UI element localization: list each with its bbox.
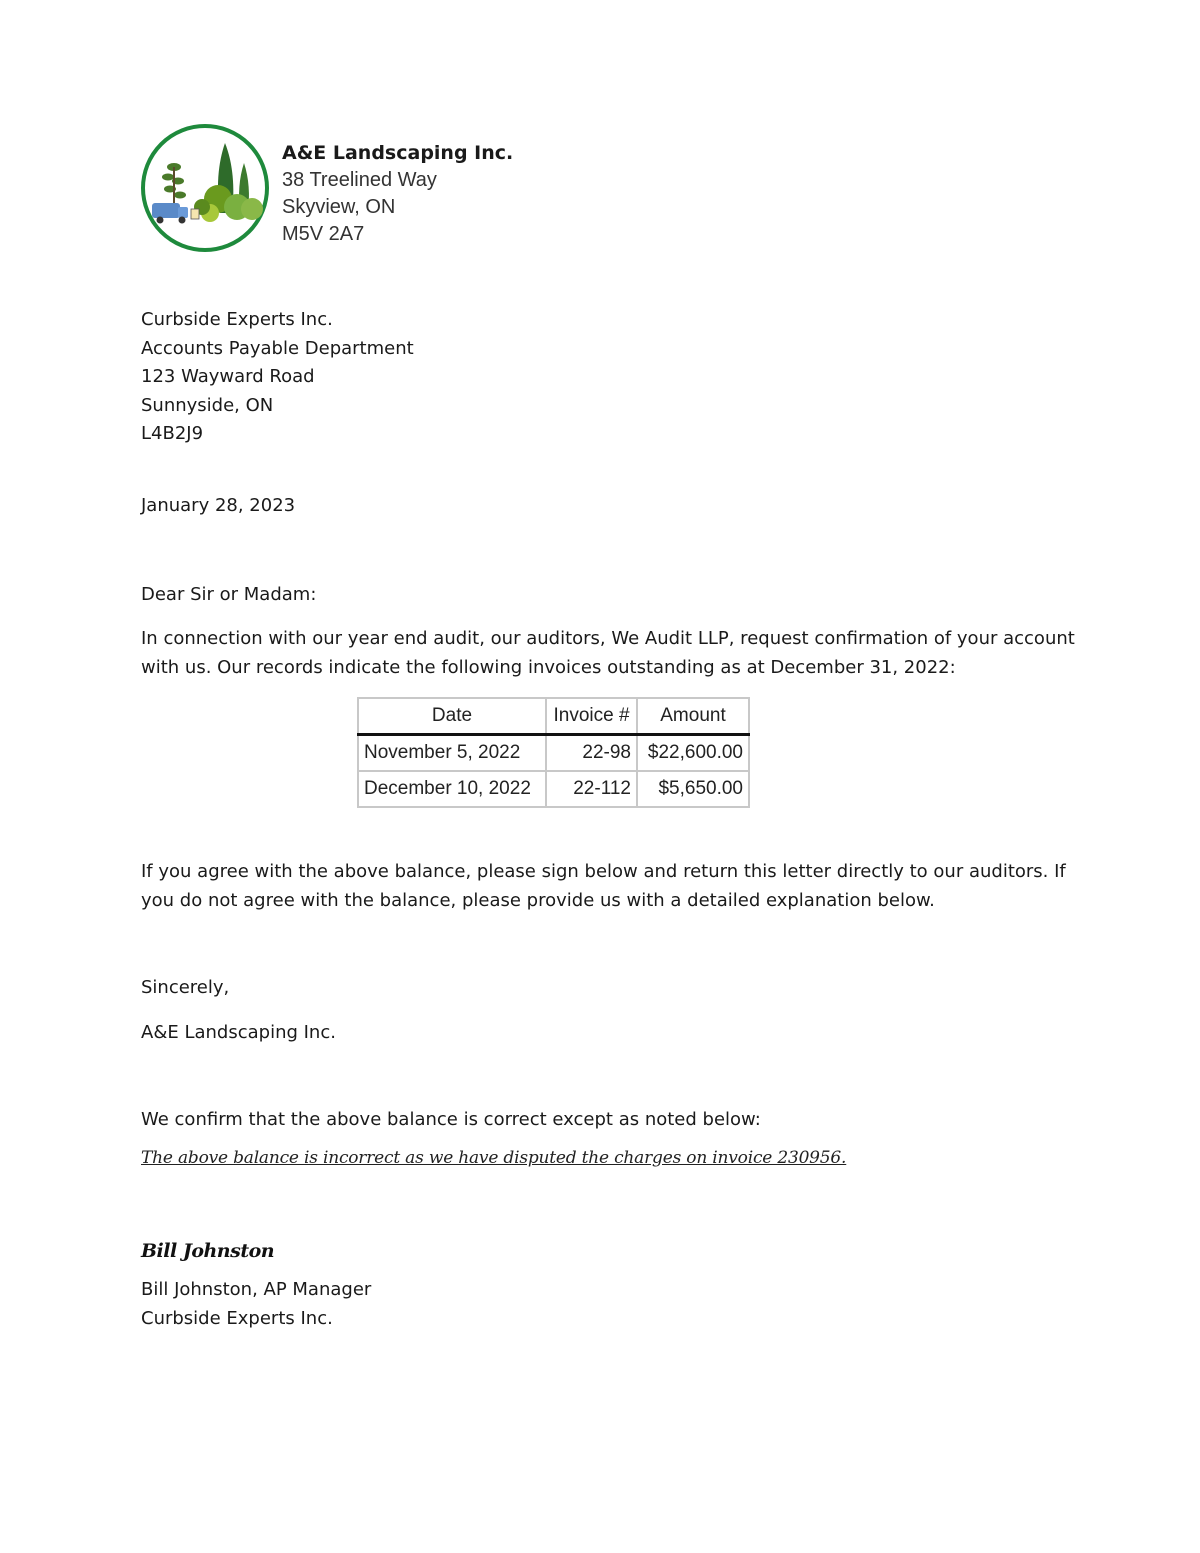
signer-block: [141, 1276, 371, 1333]
cell-invoice: 22-112: [546, 771, 637, 807]
confirmation-statement: We confirm that the above balance is correct except as noted below:: [141, 1109, 761, 1130]
column-header-date: Date: [358, 698, 546, 735]
intro-line-1: In connection with our year end audit, our auditors, We Audit LLP, request confirmation of your account: [141, 628, 1075, 649]
column-header-invoice: Invoice #: [546, 698, 637, 735]
company-street: 38 Treelined Way: [282, 169, 437, 191]
letter-date: January 28, 2023: [141, 495, 296, 516]
closing: Sincerely,: [141, 977, 230, 998]
recipient-address: [141, 306, 414, 449]
intro-paragraph: [141, 625, 1081, 682]
instructions-line-2: you do not agree with the balance, please provide us with a detailed explanation below.: [141, 889, 935, 911]
column-header-amount: Amount: [637, 698, 749, 735]
company-postal-code: M5V 2A7: [282, 223, 365, 245]
recipient-department: Accounts Payable Department: [141, 337, 414, 359]
signer-company: Curbside Experts Inc.: [141, 1307, 333, 1329]
cell-amount: $22,600.00: [637, 735, 749, 772]
instructions-line-1: If you agree with the above balance, please sign below and return this letter directly to our auditors. If: [141, 861, 1066, 882]
intro-line-2: with us. Our records indicate the following invoices outstanding as at December 31, 2022:: [141, 656, 956, 678]
letterhead: [282, 140, 513, 248]
salutation: Dear Sir or Madam:: [141, 584, 317, 605]
recipient-street: 123 Wayward Road: [141, 366, 315, 387]
table-row: [358, 771, 749, 807]
sender-company: A&E Landscaping Inc.: [141, 1022, 336, 1043]
recipient-company: Curbside Experts Inc.: [141, 309, 333, 330]
table-row: [358, 735, 749, 772]
cell-amount: $5,650.00: [637, 771, 749, 807]
cell-invoice: 22-98: [546, 735, 637, 772]
instructions-paragraph: [141, 858, 1081, 915]
signature: Bill Johnston: [141, 1240, 275, 1262]
recipient-postal-code: L4B2J9: [141, 423, 204, 444]
company-name: A&E Landscaping Inc.: [282, 142, 514, 164]
table-header-row: [358, 698, 749, 735]
company-city: Skyview, ON: [282, 196, 396, 218]
landscaping-logo-icon: [140, 123, 270, 253]
cell-date: November 5, 2022: [358, 735, 546, 772]
invoice-table: [357, 697, 750, 808]
recipient-city: Sunnyside, ON: [141, 394, 274, 416]
handwritten-note: The above balance is incorrect as we have disputed the charges on invoice 230956.: [141, 1148, 847, 1168]
cell-date: December 10, 2022: [358, 771, 546, 807]
signer-title: Bill Johnston, AP Manager: [141, 1279, 372, 1300]
